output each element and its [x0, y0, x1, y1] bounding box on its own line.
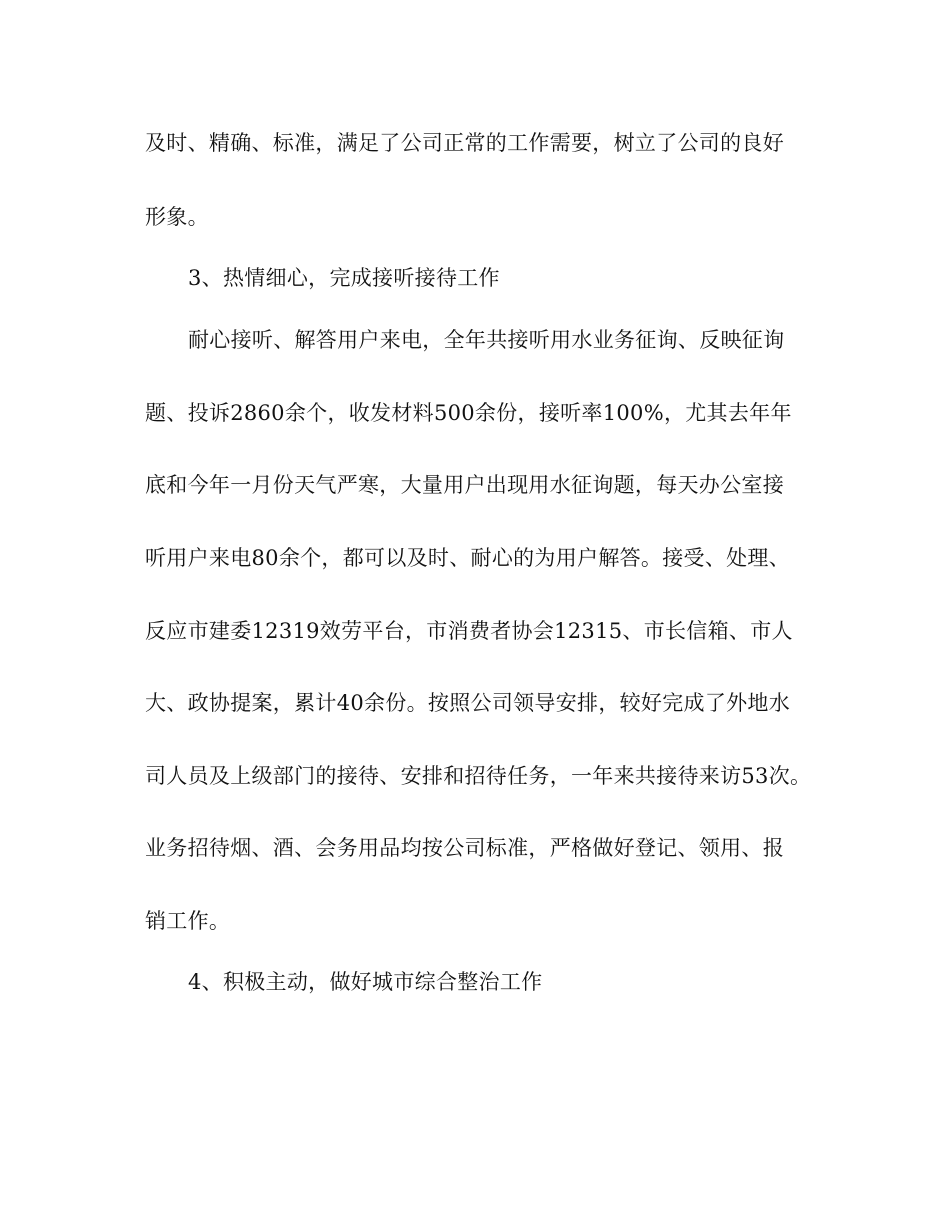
text-line: 反应市建委12319效劳平台，市消费者协会12315、市长信箱、市人 [145, 619, 793, 643]
section-heading: 4、积极主动，做好城市综合整治工作 [188, 970, 543, 994]
text-line: 及时、精确、标准，满足了公司正常的工作需要，树立了公司的良好 [145, 131, 784, 155]
text-line: 大、政协提案，累计40余份。按照公司领导安排，较好完成了外地水 [145, 691, 791, 715]
text-line: 耐心接听、解答用户来电，全年共接听用水业务征询、反映征询 [188, 328, 785, 352]
text-line: 听用户来电80余个，都可以及时、耐心的为用户解答。接受、处理、 [145, 546, 791, 570]
text-line: 销工作。 [145, 909, 231, 933]
text-line: 业务招待烟、酒、会务用品均按公司标准，严格做好登记、领用、报 [145, 836, 784, 860]
text-line: 形象。 [145, 205, 209, 229]
text-line: 底和今年一月份天气严寒，大量用户出现用水征询题，每天办公室接 [145, 473, 784, 497]
text-line: 司人员及上级部门的接待、安排和招待任务，一年来共接待来访53次。 [145, 764, 812, 788]
text-line: 题、投诉2860余个，收发材料500余份，接听率100%，尤其去年年 [145, 401, 792, 425]
section-heading: 3、热情细心，完成接听接待工作 [188, 266, 500, 290]
